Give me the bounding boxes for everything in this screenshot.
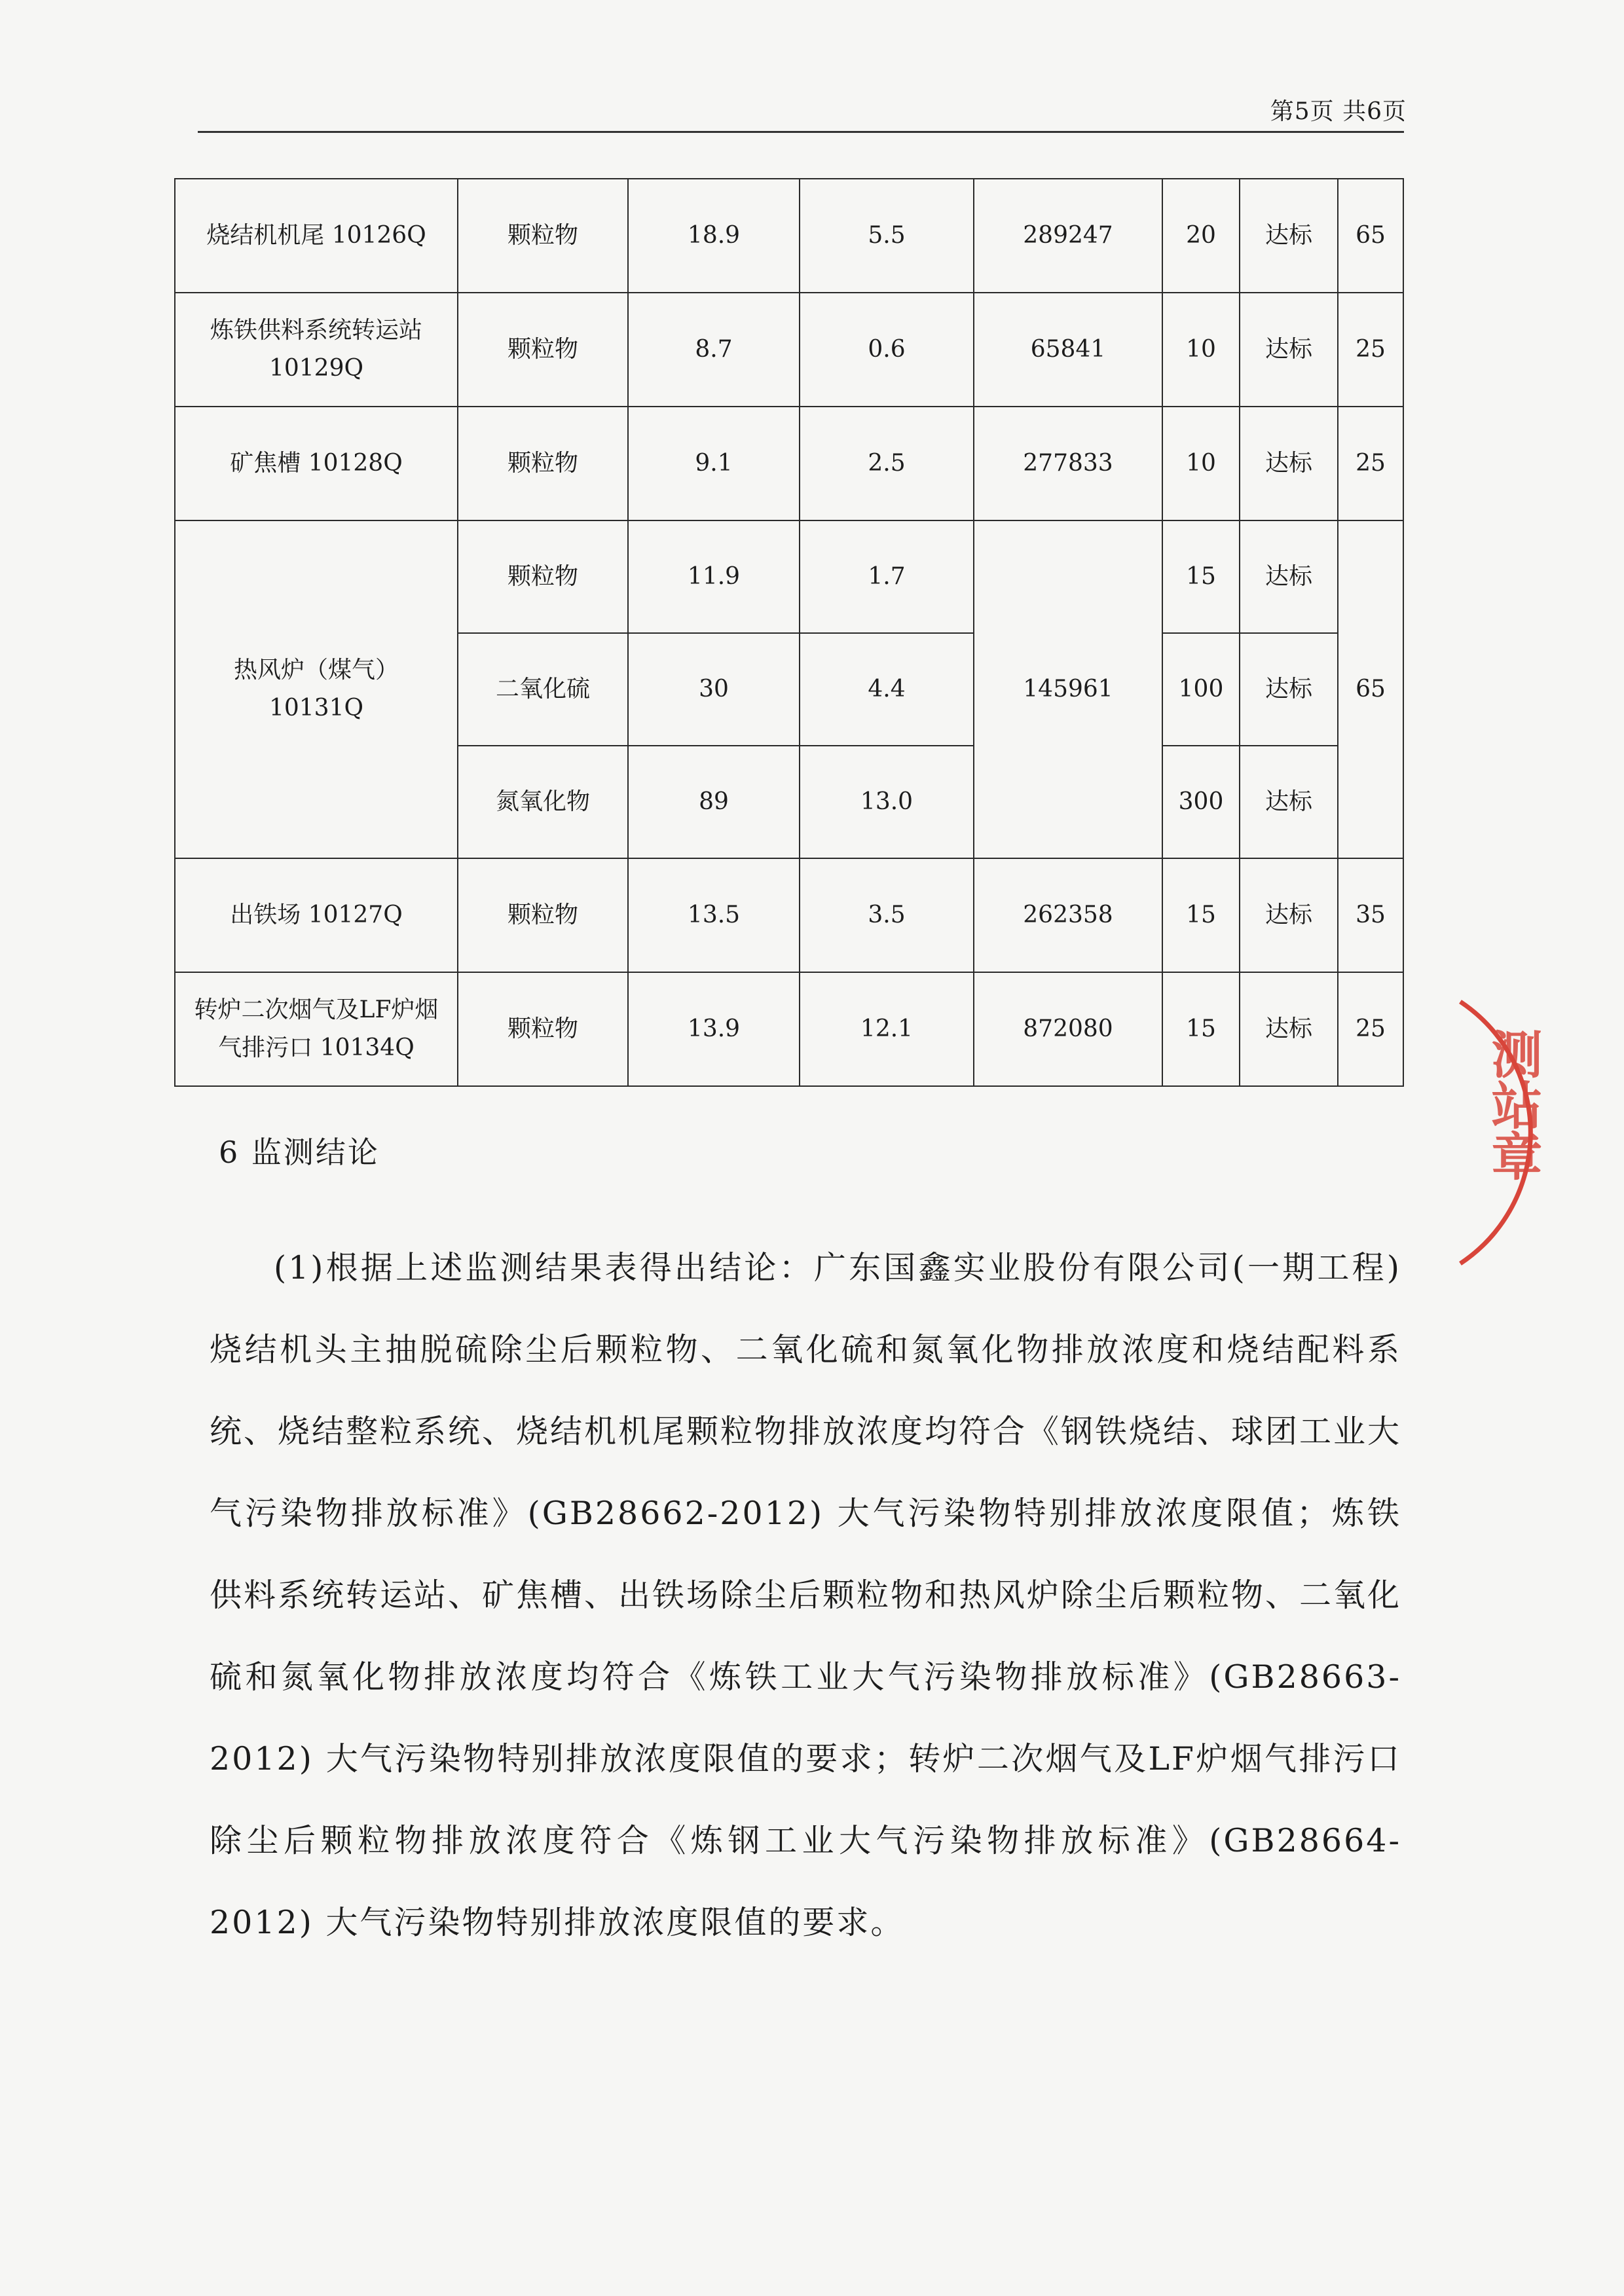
status-cell: 达标	[1240, 407, 1338, 520]
location-cell: 炼铁供料系统转运站 10129Q	[175, 293, 458, 407]
concentration-cell: 8.7	[628, 293, 800, 407]
concentration-cell: 13.5	[628, 858, 800, 972]
status-cell: 达标	[1240, 179, 1338, 293]
table-row	[175, 293, 1403, 407]
location-cell: 出铁场 10127Q	[175, 858, 458, 972]
emission-rate-cell: 13.0	[800, 746, 974, 858]
monitoring-results-table	[174, 178, 1404, 1087]
pollutant-cell: 二氧化硫	[458, 633, 628, 746]
flow-cell: 289247	[974, 179, 1162, 293]
section-heading: 6 监测结论	[219, 1135, 380, 1170]
pollutant-cell: 颗粒物	[458, 520, 628, 633]
limit-cell: 10	[1162, 293, 1240, 407]
stack-height-cell: 65	[1338, 520, 1403, 858]
table-row	[175, 520, 1403, 633]
concentration-cell: 13.9	[628, 972, 800, 1086]
table-row	[175, 179, 1403, 293]
concentration-cell: 89	[628, 746, 800, 858]
stack-height-cell: 35	[1338, 858, 1403, 972]
concentration-cell: 30	[628, 633, 800, 746]
emission-rate-cell: 3.5	[800, 858, 974, 972]
seal-text: 测站章	[1483, 1028, 1543, 1181]
flow-cell: 872080	[974, 972, 1162, 1086]
concentration-cell: 18.9	[628, 179, 800, 293]
table-row	[175, 858, 1403, 972]
status-cell: 达标	[1240, 746, 1338, 858]
flow-cell: 145961	[974, 520, 1162, 858]
stack-height-cell: 25	[1338, 407, 1403, 520]
emission-rate-cell: 1.7	[800, 520, 974, 633]
limit-cell: 15	[1162, 520, 1240, 633]
concentration-cell: 11.9	[628, 520, 800, 633]
emission-rate-cell: 2.5	[800, 407, 974, 520]
flow-cell: 277833	[974, 407, 1162, 520]
location-cell: 矿焦槽 10128Q	[175, 407, 458, 520]
stack-height-cell: 25	[1338, 293, 1403, 407]
concentration-cell: 9.1	[628, 407, 800, 520]
limit-cell: 15	[1162, 858, 1240, 972]
flow-cell: 262358	[974, 858, 1162, 972]
pollutant-cell: 颗粒物	[458, 179, 628, 293]
header-divider	[198, 131, 1404, 133]
pollutant-cell: 氮氧化物	[458, 746, 628, 858]
pollutant-cell: 颗粒物	[458, 407, 628, 520]
limit-cell: 300	[1162, 746, 1240, 858]
limit-cell: 20	[1162, 179, 1240, 293]
location-cell: 热风炉（煤气）10131Q	[175, 520, 458, 858]
pollutant-cell: 颗粒物	[458, 293, 628, 407]
status-cell: 达标	[1240, 633, 1338, 746]
table-row	[175, 972, 1403, 1086]
conclusion-paragraph: (1)根据上述监测结果表得出结论：广东国鑫实业股份有限公司(一期工程) 烧结机头主抽脱硫除尘后颗粒物、二氧化硫和氮氧化物排放浓度和烧结配料系统、烧结整粒系统、烧结机机尾颗粒物排放浓度均符合《钢铁烧结、球团工业大气污染物排放标准》(GB28662-2012) 大气污染物特别排放浓度限值；炼铁供料系统转运站、矿焦槽、出铁场除尘后颗粒物和热风炉除尘后颗粒物、二氧化硫和氮氧化物排放浓度均符合《炼铁工业大气污染物排放标准》(GB28663-2012) 大气污染物特别排放浓度限值的要求；转炉二次烟气及LF炉烟气排污口除尘后颗粒物排放浓度符合《炼钢工业大气污染物排放标准》(GB28664-2012) 大气污染物特别排放浓度限值的要求。	[210, 1249, 1402, 1941]
limit-cell: 10	[1162, 407, 1240, 520]
emission-rate-cell: 0.6	[800, 293, 974, 407]
status-cell: 达标	[1240, 293, 1338, 407]
flow-cell: 65841	[974, 293, 1162, 407]
emission-rate-cell: 12.1	[800, 972, 974, 1086]
page-number: 第5页 共6页	[1270, 98, 1407, 125]
stack-height-cell: 25	[1338, 972, 1403, 1086]
limit-cell: 100	[1162, 633, 1240, 746]
pollutant-cell: 颗粒物	[458, 858, 628, 972]
location-cell: 烧结机机尾 10126Q	[175, 179, 458, 293]
status-cell: 达标	[1240, 972, 1338, 1086]
table-row	[175, 407, 1403, 520]
status-cell: 达标	[1240, 520, 1338, 633]
official-seal	[1441, 975, 1624, 1283]
stack-height-cell: 65	[1338, 179, 1403, 293]
location-cell: 转炉二次烟气及LF炉烟气排污口 10134Q	[175, 972, 458, 1086]
status-cell: 达标	[1240, 858, 1338, 972]
emission-rate-cell: 4.4	[800, 633, 974, 746]
limit-cell: 15	[1162, 972, 1240, 1086]
pollutant-cell: 颗粒物	[458, 972, 628, 1086]
emission-rate-cell: 5.5	[800, 179, 974, 293]
